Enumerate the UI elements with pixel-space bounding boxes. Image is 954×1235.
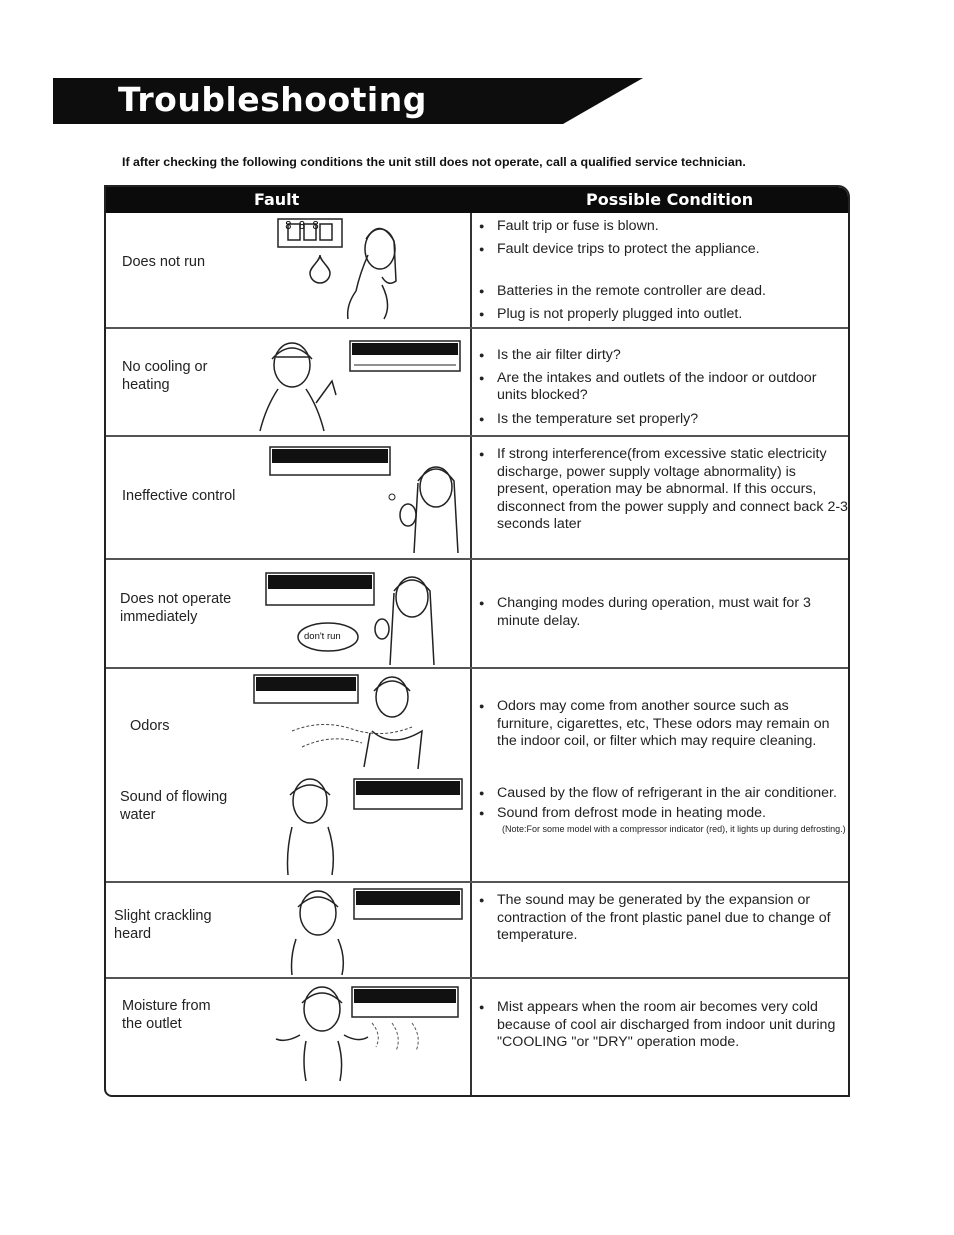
fault-label: Odors (130, 718, 170, 734)
troubleshooting-table (104, 185, 850, 1097)
condition-item: ● Sound from defrost mode in heating mode. (476, 805, 848, 823)
condition-cell (476, 446, 848, 534)
fault-label: Does not run (122, 254, 206, 270)
condition-item: ● If strong interference(from excessive static electricity discharge, power supply voltage abnormality) is present, operation may be abnormal. If this occurs, disconnect from the power supply and connect back 2-3 seconds later (476, 446, 848, 534)
condition-item: ● Mist appears when the room air becomes very cold because of cool air discharged from indoor unit during "COOLING "or "DRY" operation mode. (476, 999, 848, 1052)
title-banner (53, 78, 643, 124)
row-divider (106, 558, 848, 560)
condition-item: ● Odors may come from another source such as furniture, cigarettes, etc, These odors may remain on the indoor coil, or filter which may require cleaning. (476, 698, 848, 751)
row-divider (106, 435, 848, 437)
condition-cell (476, 892, 848, 945)
column-header-condition: Possible Condition (586, 190, 754, 209)
woman-pointing-illustration (256, 337, 466, 438)
speech-bubble-text: don't run (304, 631, 341, 642)
woman-listening-illustration (282, 777, 467, 882)
row-divider (106, 327, 848, 329)
ac-unit-remote-illustration (264, 567, 464, 672)
condition-item: ● Caused by the flow of refrigerant in the air conditioner. (476, 785, 848, 803)
row-divider (106, 667, 848, 669)
fault-label: Moisture from the outlet (122, 998, 211, 1032)
condition-item: ● Fault trip or fuse is blown. (476, 218, 848, 236)
row-divider (106, 881, 848, 883)
condition-cell (476, 785, 848, 835)
condition-item: ● Changing modes during operation, must wait for 3 minute delay. (476, 595, 848, 630)
condition-cell (476, 595, 848, 630)
intro-text: If after checking the following conditions the unit still does not operate, call a qualified service technician. (122, 155, 746, 169)
condition-note: (Note:For some model with a compressor indicator (red), it lights up during defrosting.) (502, 824, 846, 835)
condition-cell (476, 218, 848, 323)
column-divider (470, 213, 472, 1097)
woman-listening-illustration (282, 887, 467, 982)
ac-unit-remote-illustration (268, 443, 468, 560)
fault-label: Ineffective control (122, 488, 236, 504)
fault-label: Does not operate immediately (120, 591, 232, 625)
display-digits: 888 (285, 219, 326, 232)
fault-label: No cooling or heating (122, 359, 208, 393)
page-title: Troubleshooting (118, 80, 427, 119)
woman-mist-illustration (272, 985, 462, 1090)
condition-cell (476, 347, 848, 428)
fault-label: Slight crackling heard (114, 908, 212, 942)
condition-item: ● Is the air filter dirty? (476, 347, 848, 365)
condition-item: ● Plug is not properly plugged into outlet. (476, 306, 848, 324)
table-header (106, 187, 848, 213)
condition-cell (476, 999, 848, 1052)
condition-item: ● Is the temperature set properly? (476, 411, 848, 429)
condition-item: ● The sound may be generated by the expansion or contraction of the front plastic panel due to change of temperature. (476, 892, 848, 945)
row-divider (106, 977, 848, 979)
condition-cell (476, 698, 848, 751)
woman-smelling-illustration (252, 671, 442, 776)
column-header-fault: Fault (254, 190, 300, 209)
fault-label: Sound of flowing water (120, 789, 228, 823)
condition-item: ● Batteries in the remote controller are dead. (476, 283, 848, 301)
condition-item: ● Are the intakes and outlets of the indoor or outdoor units blocked? (476, 370, 848, 405)
condition-item: ● Fault device trips to protect the appliance. (476, 241, 848, 259)
